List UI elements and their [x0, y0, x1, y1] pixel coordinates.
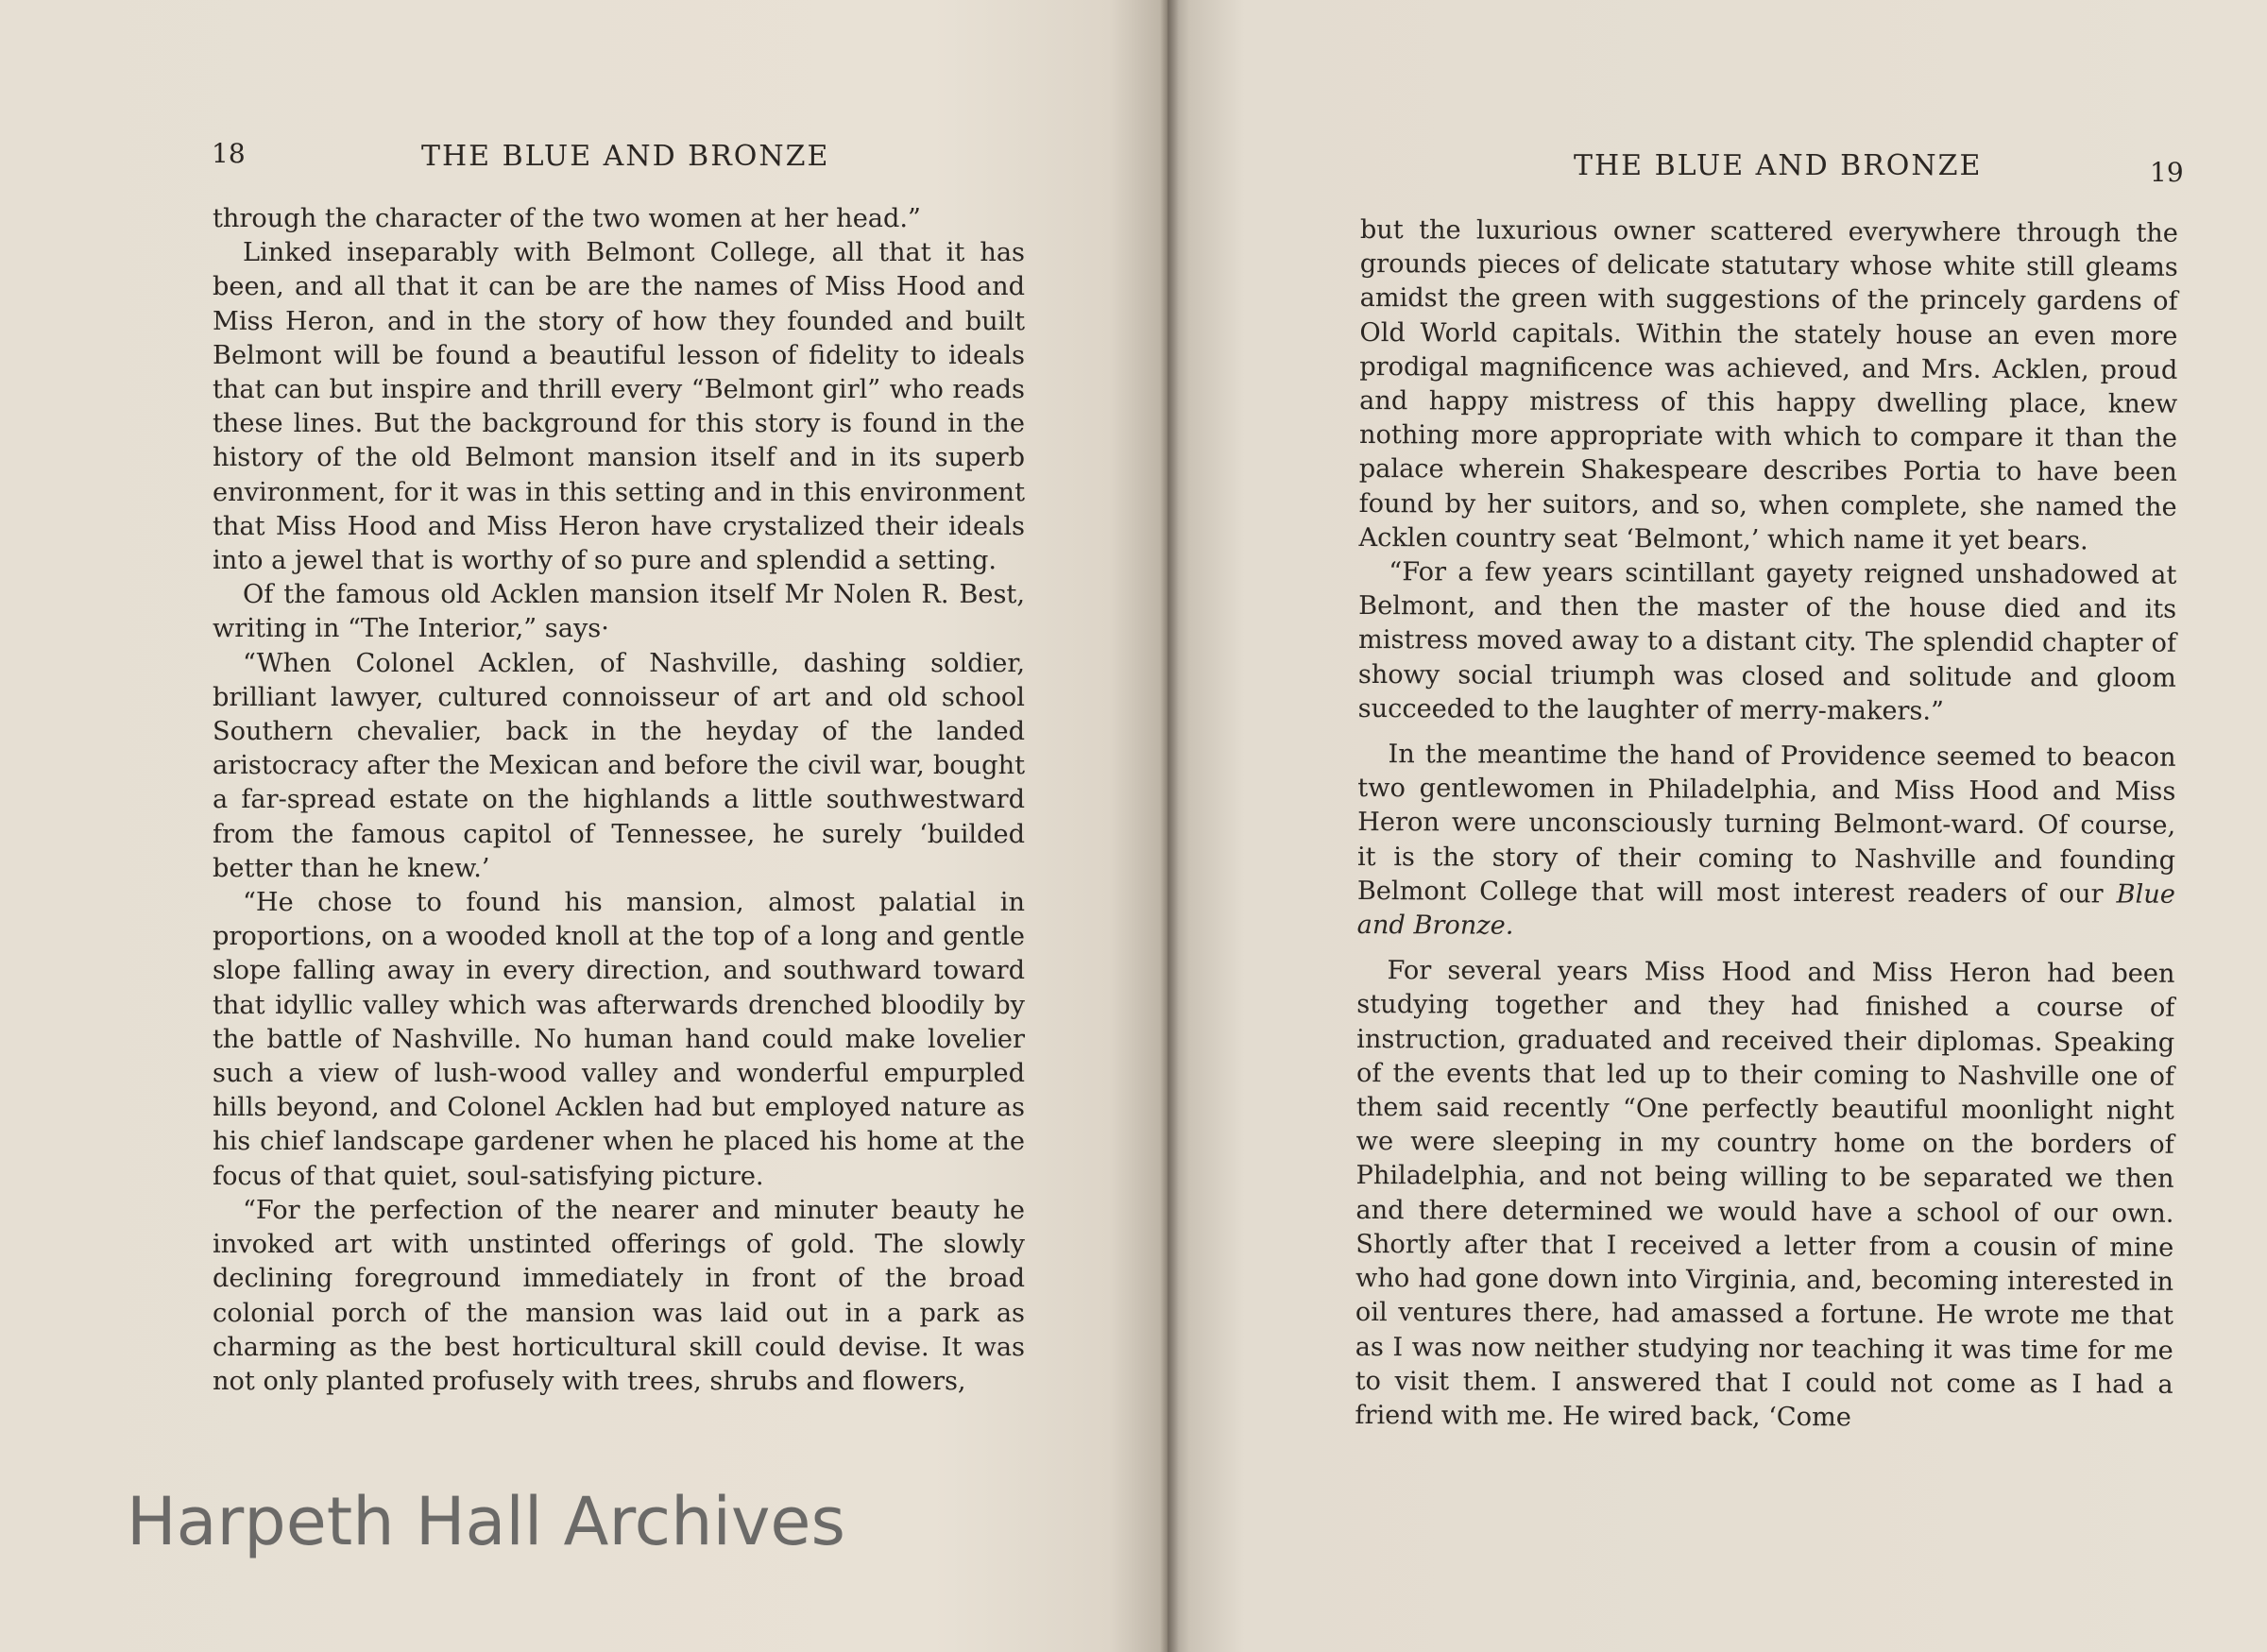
paragraph: “He chose to found his mansion, almost palatial in proportions, on a wooded knoll at the top of a long and gentle slope falling away in every direction, and southward toward that idyllic valley which was afterwards drenched bloodily by the battle of Nashville. No human hand could make lovelier such a view of lush-wood valley and wonderful empurpled hills beyond, and Colonel Acklen had but employed nature as his chief landscape gardener when he placed his home at the focus of that quiet, soul-satisfying picture. [213, 888, 1025, 1191]
paragraph: For several years Miss Hood and Miss Heron had been studying together and they had finished a course of instruction, graduated and received their diplomas. Speaking of the events that led up to their coming to Nashville one of them said recently “One perfectly beautiful moonlight night we were sleeping in my country home on the borders of Philadelphia, and not being willing to be separated we then and there determined we would have a school of our own. Shortly after that I received a letter from a cousin of mine who had gone down into Virginia, and, becoming interested in oil ventures there, had amassed a fortune. He wrote me that as I was now neither studying nor teaching it was time for me to visit them. I answered that I could not come as I had a friend with me. He wired back, ‘Come [1355, 956, 2175, 1433]
left-page-body [213, 202, 1025, 1399]
paragraph: Of the famous old Acklen mansion itself Mr Nolen R. Best, writing in “The Interior,” says· [213, 580, 1025, 644]
paragraph: “For a few years scintillant gayety reigned unshadowed at Belmont, and then the master of the house died and its mistress moved away to a distant city. The splendid chapter of showy social triumph was closed and solitude and gloom succeeded to the laughter of merry-makers.” [1357, 557, 2177, 726]
page-number-right: 19 [2150, 157, 2184, 188]
paragraph: “For the perfection of the nearer and minuter beauty he invoked art with unstinted offerings of gold. The slowly declining foreground immediately in front of the broad colonial porch of the mansion was laid out in a park as charming as the best horticultural skill could devise. It was not only planted profusely with trees, shrubs and flowers, [213, 1195, 1025, 1396]
book-gutter [1160, 0, 1179, 1652]
paragraph-text: In the meantime the hand of Providence seemed to beacon two gentlewomen in Philadelphia, and Miss Hood and Miss Heron were unconsciously turning Belmont-ward. Of course, it is the story of their coming to Nashville and founding Belmont College that will most interest readers of our [1356, 740, 2176, 910]
page-number-left: 18 [212, 138, 246, 169]
running-head-right: THE BLUE AND BRONZE [1574, 149, 1983, 182]
right-page-body [1355, 213, 2178, 1437]
paragraph: Linked inseparably with Belmont College, all that it has been, and all that it can be are the names of Miss Hood and Miss Heron, and in the story of how they founded and built Belmont will be found a beautiful lesson of fidelity to ideals that can but inspire and thrill every “Belmont girl” who reads these lines. But the background for this story is found in the history of the old Belmont mansion itself and in its superb environment, for it was in this setting and in this environment that Miss Hood and Miss Heron have crystalized their ideals into a jewel that is worthy of so pure and splendid a setting. [213, 238, 1025, 576]
paragraph [1357, 738, 2176, 946]
archive-watermark: Harpeth Hall Archives [127, 1483, 845, 1560]
italic-title: Blue and Bronze. [1356, 879, 2175, 941]
paragraph: but the luxurious owner scattered everywhere through the grounds pieces of delicate statutary whose white still gleams amidst the green with suggestions of the princely gardens of Old World capitals. Within the stately house an even more prodigal magnificence was achieved, and Mrs. Acklen, proud and happy mistress of this happy dwelling place, knew nothing more appropriate with which to compare it than the palace wherein Shakespeare describes Portia to have been found by her suitors, and so, when complete, she named the Acklen country seat ‘Belmont,’ which name it yet bears. [1358, 214, 2178, 556]
paragraph: “When Colonel Acklen, of Nashville, dashing soldier, brilliant lawyer, cultured connoisseur of art and old school Southern chevalier, back in the heyday of the landed aristocracy after the Mexican and before the civil war, bought a far-spread estate on the highlands a little southwestward from the famous capitol of Tennessee, he surely ‘builded better than he knew.’ [213, 648, 1025, 883]
running-head-left: THE BLUE AND BRONZE [421, 140, 830, 173]
right-page [1168, 0, 2267, 1652]
paragraph: through the character of the two women at her head.” [213, 204, 921, 233]
